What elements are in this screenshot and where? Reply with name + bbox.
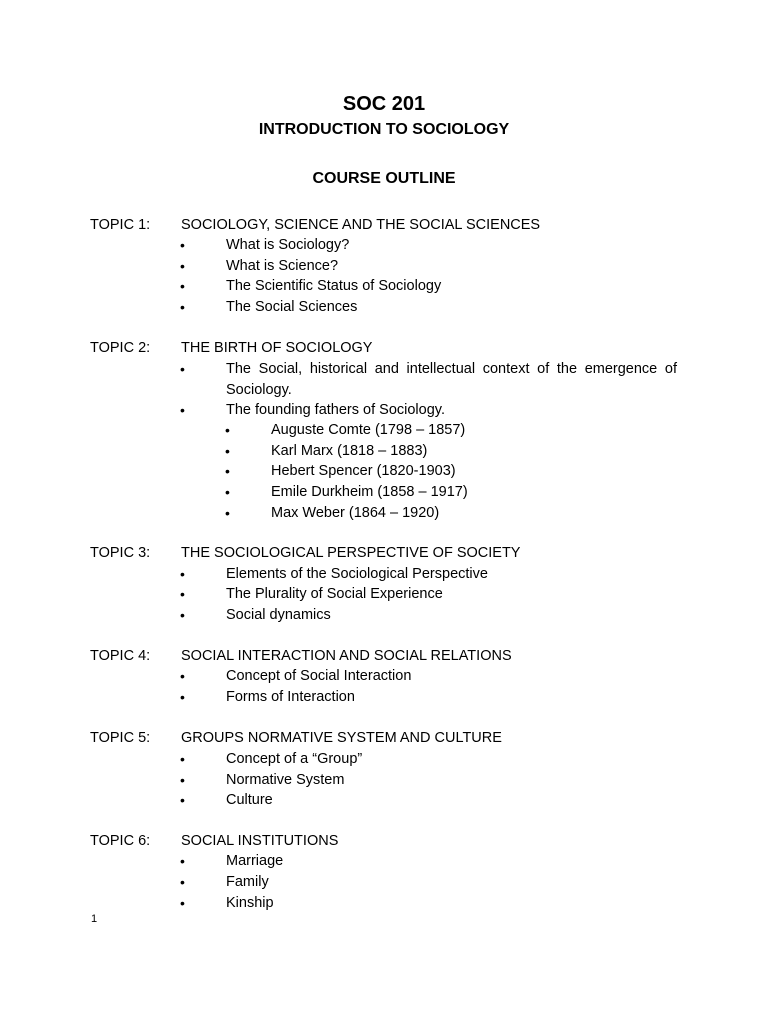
topic-label: TOPIC 6:	[90, 833, 151, 849]
outline-heading: COURSE OUTLINE	[312, 170, 456, 187]
bullet-icon: •	[180, 299, 185, 315]
list-item: What is Sociology?	[226, 237, 350, 253]
bullet-icon: •	[180, 566, 185, 582]
list-item: The Scientific Status of Sociology	[226, 278, 442, 294]
topic-label: TOPIC 3:	[90, 545, 151, 561]
list-item: Kinship	[226, 895, 274, 911]
topic-title: SOCIAL INSTITUTIONS	[181, 833, 339, 849]
topic-title: THE BIRTH OF SOCIOLOGY	[181, 340, 373, 356]
topic-title: THE SOCIOLOGICAL PERSPECTIVE OF SOCIETY	[181, 545, 521, 561]
list-item: Elements of the Sociological Perspective	[226, 566, 488, 582]
sub-list-item: Emile Durkheim (1858 – 1917)	[271, 484, 468, 500]
list-item: The founding fathers of Sociology.	[226, 402, 445, 418]
course-code: SOC 201	[342, 93, 426, 115]
list-item: Marriage	[226, 853, 284, 869]
topic-title: SOCIOLOGY, SCIENCE AND THE SOCIAL SCIENCES	[181, 217, 541, 233]
bullet-icon: •	[180, 237, 185, 253]
course-title: INTRODUCTION TO SOCIOLOGY	[258, 121, 510, 138]
bullet-icon: •	[180, 853, 185, 869]
bullet-icon: •	[180, 278, 185, 294]
topic-label: TOPIC 2:	[90, 340, 151, 356]
list-item: Forms of Interaction	[226, 689, 355, 705]
list-item: Culture	[226, 792, 273, 808]
list-item: The Social, historical and intellectual context of the emergence of Sociology.	[226, 361, 677, 398]
sub-list-item: Karl Marx (1818 – 1883)	[271, 443, 428, 459]
topic-title: GROUPS NORMATIVE SYSTEM AND CULTURE	[181, 730, 502, 746]
bullet-icon: •	[225, 484, 230, 500]
list-item: Concept of a “Group”	[226, 751, 363, 767]
topic-label: TOPIC 4:	[90, 648, 151, 664]
list-item: The Plurality of Social Experience	[226, 586, 443, 602]
bullet-icon: •	[180, 586, 185, 602]
bullet-icon: •	[180, 772, 185, 788]
topic-title: SOCIAL INTERACTION AND SOCIAL RELATIONS	[181, 648, 512, 664]
sub-list-item: Auguste Comte (1798 – 1857)	[271, 422, 466, 438]
sub-list-item: Max Weber (1864 – 1920)	[271, 505, 440, 521]
bullet-icon: •	[180, 895, 185, 911]
topic-label: TOPIC 5:	[90, 730, 151, 746]
bullet-icon: •	[225, 505, 230, 521]
list-item: Concept of Social Interaction	[226, 668, 412, 684]
bullet-icon: •	[180, 689, 185, 705]
bullet-icon: •	[180, 751, 185, 767]
bullet-icon: •	[225, 463, 230, 479]
list-item: Family	[226, 874, 269, 890]
bullet-icon: •	[180, 607, 185, 623]
page-number: 1	[91, 913, 98, 925]
bullet-icon: •	[180, 361, 185, 377]
bullet-icon: •	[180, 668, 185, 684]
topic-label: TOPIC 1:	[90, 217, 151, 233]
list-item: Social dynamics	[226, 607, 331, 623]
list-item: The Social Sciences	[226, 299, 358, 315]
list-item: What is Science?	[226, 258, 339, 274]
bullet-icon: •	[180, 402, 185, 418]
sub-list-item: Hebert Spencer (1820-1903)	[271, 463, 456, 479]
bullet-icon: •	[225, 443, 230, 459]
bullet-icon: •	[180, 792, 185, 808]
bullet-icon: •	[180, 874, 185, 890]
bullet-icon: •	[225, 422, 230, 438]
bullet-icon: •	[180, 258, 185, 274]
list-item: Normative System	[226, 772, 345, 788]
